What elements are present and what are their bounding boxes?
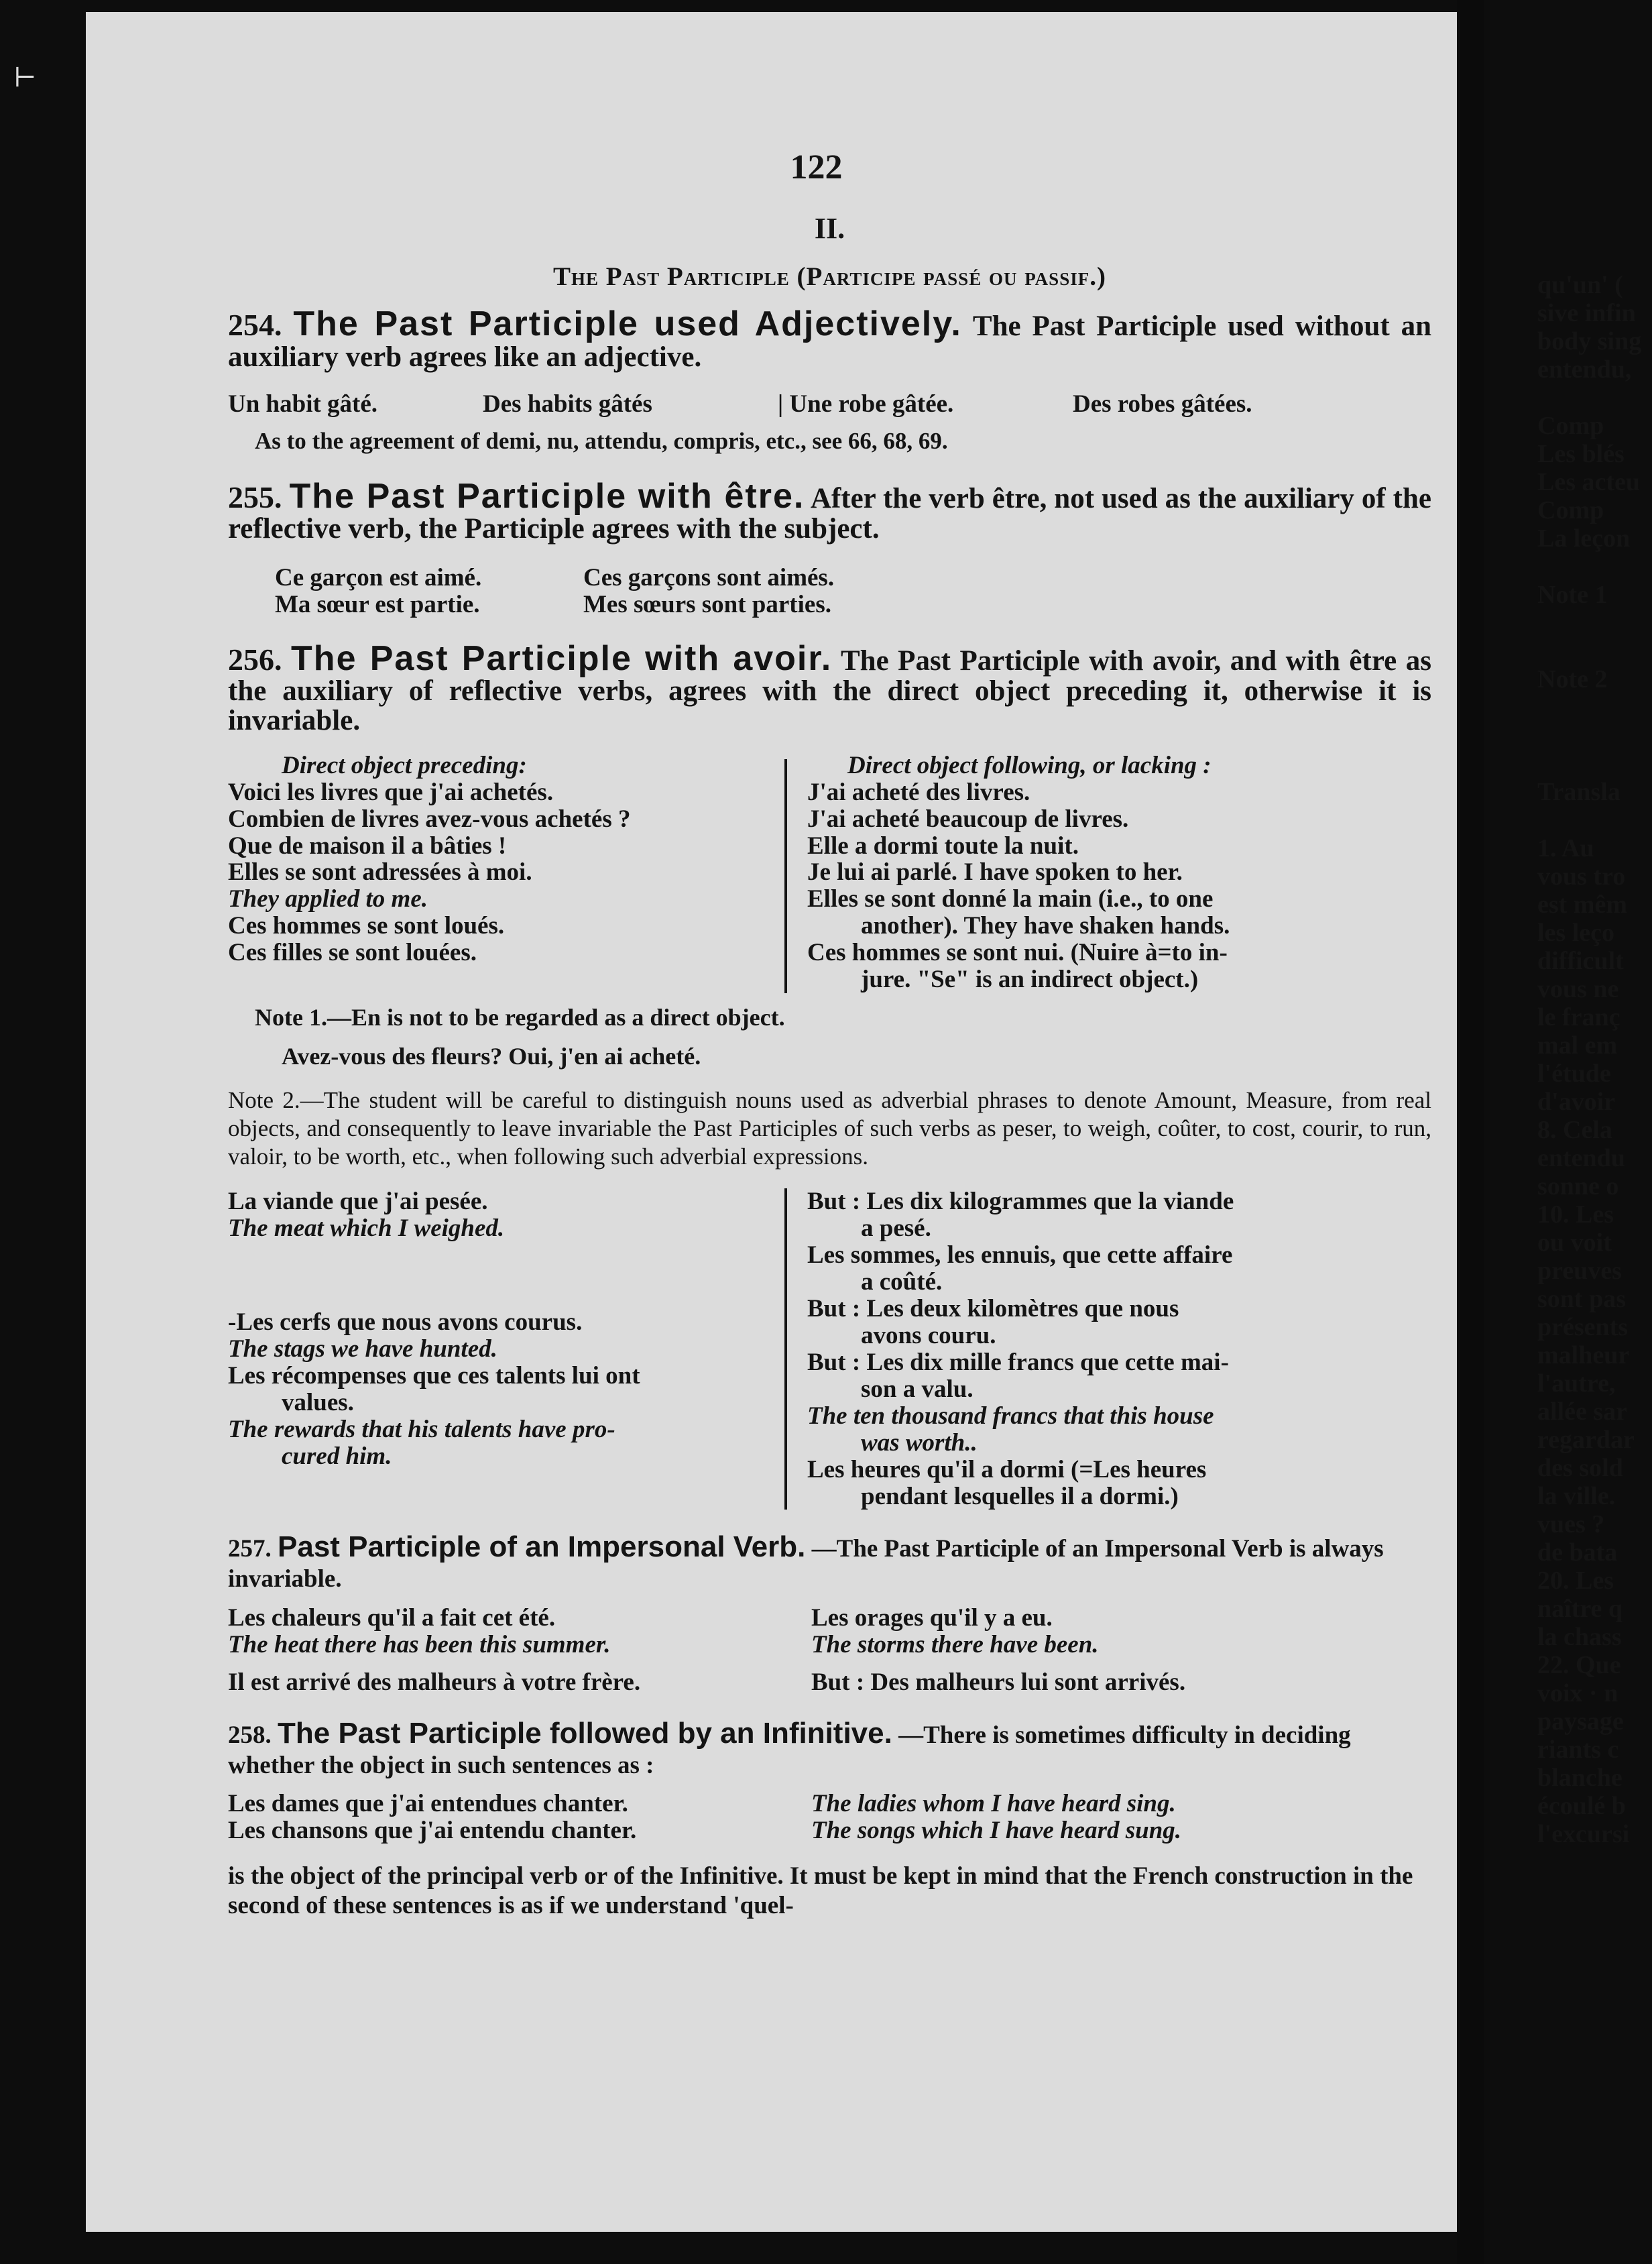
text-line: Les blés [1537,440,1625,468]
translation: The ten thousand francs that this house [807,1402,1214,1430]
text-line: qu'un' ( [1537,272,1623,299]
section-number: 257. [228,1535,272,1563]
example: avons couru. [861,1321,996,1349]
example: Mes sœurs sont parties. [583,590,831,618]
example: son a valu. [861,1375,973,1403]
section-255 [228,476,1431,545]
example: Ces hommes se sont nui. (Nuire à=to in- [807,939,1228,967]
column-header: Direct object preceding: [282,751,527,779]
text-line: entendu, [1537,355,1632,384]
text-line: vous ne [1537,975,1619,1003]
text-line: Les acteu [1537,468,1641,496]
section-257 [228,1530,1431,1594]
text-line: des sold [1537,1454,1623,1482]
translation: The rewards that his talents have pro- [228,1415,615,1443]
text-line: allée sar [1537,1398,1628,1426]
text-line [1484,610,1652,638]
translation: The stags we have hunted. [228,1335,497,1363]
text-line: malheur [1537,1341,1630,1369]
text-line [1484,638,1652,666]
note-1-example: Avez-vous des fleurs? Oui, j'en ai acheté. [282,1042,701,1070]
example: pendant lesquelles il a dormi.) [861,1482,1179,1510]
translation: The storms there have been. [811,1630,1099,1658]
text-line: Comp [1537,496,1604,524]
text-line: vous tro [1537,862,1626,891]
example: La viande que j'ai pesée. [228,1188,488,1216]
example: Les sommes, les ennuis, que cette affaire [807,1241,1233,1269]
section-number: 254. [228,308,282,342]
example: But : Les dix kilogrammes que la viande [807,1188,1234,1216]
example: But : Les deux kilomètres que nous [807,1294,1179,1322]
section-258 [228,1716,1431,1780]
text-line: Note 2 [1537,665,1608,693]
text-line: d'avoir [1537,1088,1616,1116]
book-gutter [1457,0,1484,2264]
section-254 [228,306,1431,372]
text-line: ou voit [1537,1229,1612,1257]
object-comparison [228,752,1431,994]
section-number: 256. [228,642,282,677]
example: Ce garçon est aimé. [275,563,482,591]
example: Ces garçons sont aimés. [583,563,835,591]
adverbial-comparison [228,1188,1431,1510]
example: J'ai acheté des livres. [807,778,1030,806]
text-line: Note 1 [1537,581,1608,609]
agreement-note: As to the agreement of demi, nu, attendu, compris, etc., see 66, 68, 69. [255,427,948,454]
section-text: The Past Participle used without an auxiliary verb agrees like an adjective. [228,310,1431,373]
text-line: 8. Cela [1537,1116,1612,1144]
example: a coûté. [861,1267,943,1296]
example: Ma sœur est partie. [275,590,480,618]
text-line: Transla [1537,778,1620,806]
right-page-lines [1484,272,1652,1849]
translation: was worth.. [861,1428,978,1457]
example: Il est arrivé des malheurs à votre frère. [228,1668,641,1696]
example: -Les cerfs que nous avons courus. [228,1308,583,1336]
text-line: riants c [1537,1736,1619,1764]
translation: The songs which I have heard sung. [811,1817,1182,1845]
example: | Une robe gâtée. [778,390,954,418]
edge-mark: ⊢ [13,62,37,93]
text-line: body sing [1537,327,1642,355]
text-line: le franç [1537,1003,1620,1031]
example: Ces hommes se sont loués. [228,912,505,940]
text-line: les leço [1537,919,1615,947]
text-line: voix · n [1537,1679,1618,1707]
example: Les orages qu'il y a eu. [811,1604,1053,1632]
text-line: écoulé b [1537,1792,1626,1820]
example: But : Les dix mille francs que cette mai- [807,1348,1229,1376]
text-line: difficult [1537,947,1624,975]
section-text: After the verb être, not used as the auxiliary of the reflective verb, the Participle agrees with the subject. [228,482,1431,545]
column-header: Direct object following, or lacking : [847,751,1212,779]
translation: The heat there has been this summer. [228,1630,611,1658]
text-line [1484,384,1652,412]
translation: cured him. [282,1442,392,1470]
text-line: 20. Les [1537,1567,1614,1595]
translation: The ladies whom I have heard sing. [811,1790,1176,1818]
section-text: The Past Participle with avoir, and with être as the auxiliary of reflective verbs, agrees with the direct object preceding it, otherwise it is invariable. [228,644,1431,737]
example: J'ai acheté beaucoup de livres. [807,805,1129,833]
example: Voici les livres que j'ai achetés. [228,778,554,806]
text-line: naître q [1537,1595,1623,1623]
section-heading: The Past Participle with être. [289,476,805,516]
text-line: présents [1537,1313,1629,1341]
example: Les chaleurs qu'il a fait cet été. [228,1604,556,1632]
translation: They applied to me. [228,885,428,913]
section-heading: The Past Participle with avoir. [291,638,833,678]
example: Des robes gâtées. [1073,390,1252,418]
text-line [1484,807,1652,835]
example: Que de maison il a bâties ! [228,832,507,860]
example-row [228,390,1431,418]
text-line: de bata [1537,1538,1618,1567]
column-rule [784,759,787,994]
text-line: l'autre, [1537,1369,1616,1398]
text-line: 10. Les [1537,1200,1614,1229]
example: Un habit gâté. [228,390,378,418]
example: Elles se sont adressées à moi. [228,858,532,887]
example: Ces filles se sont louées. [228,939,477,967]
example: Les chansons que j'ai entendu chanter. [228,1817,637,1845]
section-heading: Past Participle of an Impersonal Verb. [278,1530,806,1564]
text-line: preuves [1537,1257,1622,1285]
text-line [1484,722,1652,750]
text-line: 1. Au [1537,834,1594,862]
section-text: —The Past Participle of an Impersonal Verb is always invariable. [228,1535,1384,1593]
example-grid [228,1605,1431,1696]
text-line: vues ? [1537,1510,1605,1538]
text-line: la chass [1537,1623,1622,1651]
section-heading: The Past Participle used Adjectively. [293,304,962,343]
example: another). They have shaken hands. [861,912,1230,940]
text-line: la ville. [1537,1482,1616,1510]
text-line: blanche [1537,1764,1622,1792]
example: jure. "Se" is an indirect object.) [861,966,1199,994]
text-line: sont pas [1537,1285,1626,1313]
example: Je lui ai parlé. I have spoken to her. [807,858,1183,887]
section-number: 255. [228,479,282,514]
text-line [1484,553,1652,581]
note-2: Note 2.—The student will be careful to distinguish nouns used as adverbial phrases to denote Amount, Measure, from real objects, and consequently to leave invariable the Past Participles of such verbs as peser, to weigh, coûter, to cost, courir, to run, valoir, to be worth, etc., when following such adverbial expressions. [228,1087,1431,1170]
text-line: paysage [1537,1707,1624,1736]
text-line: 22. Que [1537,1651,1621,1679]
section-258-tail: is the object of the principal verb or of the Infinitive. It must be kept in mind that the French construction in the second of these sentences is as if we understand 'quel- [228,1862,1413,1920]
example-grid [228,1791,1431,1844]
translation: The meat which I weighed. [228,1214,505,1242]
example: Combien de livres avez-vous achetés ? [228,805,631,833]
page-content [228,148,1431,1921]
text-line: sive infin [1537,299,1636,327]
section-256 [228,638,1431,737]
example: Elles se sont donné la main (i.e., to one [807,885,1214,913]
text-line: sonne o [1537,1172,1619,1200]
section-text: —There is sometimes difficulty in deciding whether the object in such sentences as : [228,1721,1351,1779]
chapter-title: The Past Participle (Participe passé ou passif.) [553,262,1106,291]
example: But : Des malheurs lui sont arrivés. [811,1668,1186,1696]
example: Les récompenses que ces talents lui ont [228,1361,640,1390]
example: a pesé. [861,1214,931,1242]
text-line: La leçon [1537,524,1631,553]
text-line: regardar [1537,1426,1635,1454]
text-line: l'excursi [1537,1820,1630,1848]
example: Les dames que j'ai entendues chanter. [228,1790,628,1818]
text-line: est mêm [1537,891,1627,919]
text-line: mal em [1537,1031,1618,1060]
example: values. [282,1388,354,1416]
example: Elle a dormi toute la nuit. [807,832,1079,860]
section-number: 258. [228,1721,272,1749]
text-line: Comp [1537,412,1604,440]
section-numeral: II. [814,212,845,245]
text-line [1484,694,1652,722]
example: Des habits gâtés [483,390,652,418]
section-heading: The Past Participle followed by an Infinitive. [278,1716,892,1750]
example: Les heures qu'il a dormi (=Les heures [807,1455,1207,1483]
text-line [1484,750,1652,779]
example-block [228,565,1431,618]
text-line: entendu [1537,1144,1625,1172]
page-number: 122 [790,148,843,186]
column-rule [784,1188,787,1510]
note-1: Note 1.—En is not to be regarded as a direct object. [255,1004,785,1031]
text-line: l'étude [1537,1060,1611,1088]
